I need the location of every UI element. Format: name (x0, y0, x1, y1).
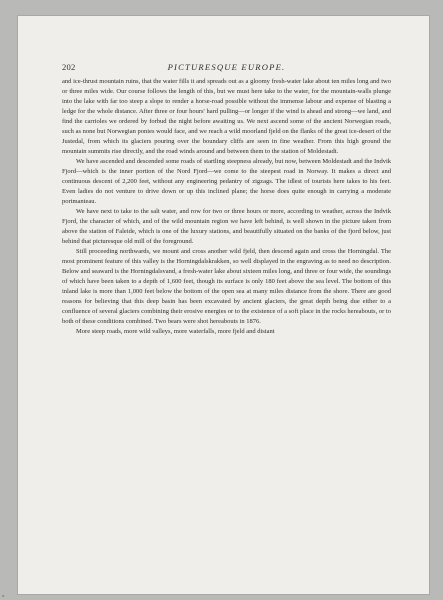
paragraph: More steep roads, more wild valleys, more waterfalls, more fjeld and distant (76, 328, 275, 336)
corner-mark: a (2, 593, 5, 598)
page-number: 202 (62, 62, 76, 72)
paragraph: and ice-thrust mountain ruins, that the water fills it and spreads out as a gloomy fresh-water lake about ten miles long and two or three miles wide. Our course follows the length of this, but we must here take to the water, for the mountain-walls plunge into the lake with far too steep a slope to render a horse-road possible without the immense labour and expense of blasting a ledge for the whole distance. After three or four hours' hard pulling—or longer if the wind is ahead and strong—we land, and find the carrioles we ordered by forbud the night before awaiting us. We next ascend some of the ancient Norwegian roads, such as none but Norwegian ponies would face, and we reach a wild moorland fjeld on the flanks of the great ice-desert of the Justedal, from which its glaciers pouring over the boundary cliffs are seen in fine weather. From this high ground the mountain summits rise directly, and the road winds around and between them to the station of Moldestadt. (62, 78, 391, 156)
body-text (62, 77, 391, 337)
running-title: PICTURESQUE EUROPE. (167, 62, 286, 72)
book-page (18, 16, 429, 594)
page-header (62, 62, 391, 74)
paragraph: We have ascended and descended some roads of startling steepness already, but now, between Moldestadt and the Indvik Fjord—which is the inner portion of the Nord Fjord—we come to the steepest road in Norway. It makes a direct and continuous descent of 2,200 feet, without any engineering pedantry of zigzags. The idlest of tourists here takes to his feet. Even ladies do not venture to drive down or up this inclined plane; the horse does quite enough in carrying a moderate portmanteau. (62, 158, 391, 206)
paragraph: We have next to take to the salt water, and row for two or three hours or more, according to weather, across the Indvik Fjord, the character of which, and of the wild mountain region we have left behind, is well shown in the picture taken from above the station of Faleide, which is one of the luxury stations, and beautifully situated on the banks of the fjord below, just behind that picturesque old mill of the foreground. (62, 208, 391, 246)
paragraph: Still proceeding northwards, we mount and cross another wild fjeld, then descend again and cross the Horningdal. The most prominent feature of this valley is the Horningdalskrakken, so well displayed in the engraving as to need no description. Below and seaward is the Horningdalsvand, a fresh-water lake about sixteen miles long, and three or four wide, the soundings of which have been taken to a depth of 1,600 feet, though its surface is only 180 feet above the sea level. The bottom of this inland lake is more than 1,000 feet below the bottom of the open sea at many miles distance from the shore. There are good reasons for believing that this deep basin has been excavated by ancient glaciers, the great depth being due either to a confluence of several glaciers combining their erosive energies or to the existence of a soft place in the rocks hereabouts, or to both of these conditions combined. Two bears were shot hereabouts in 1876. (62, 248, 391, 326)
